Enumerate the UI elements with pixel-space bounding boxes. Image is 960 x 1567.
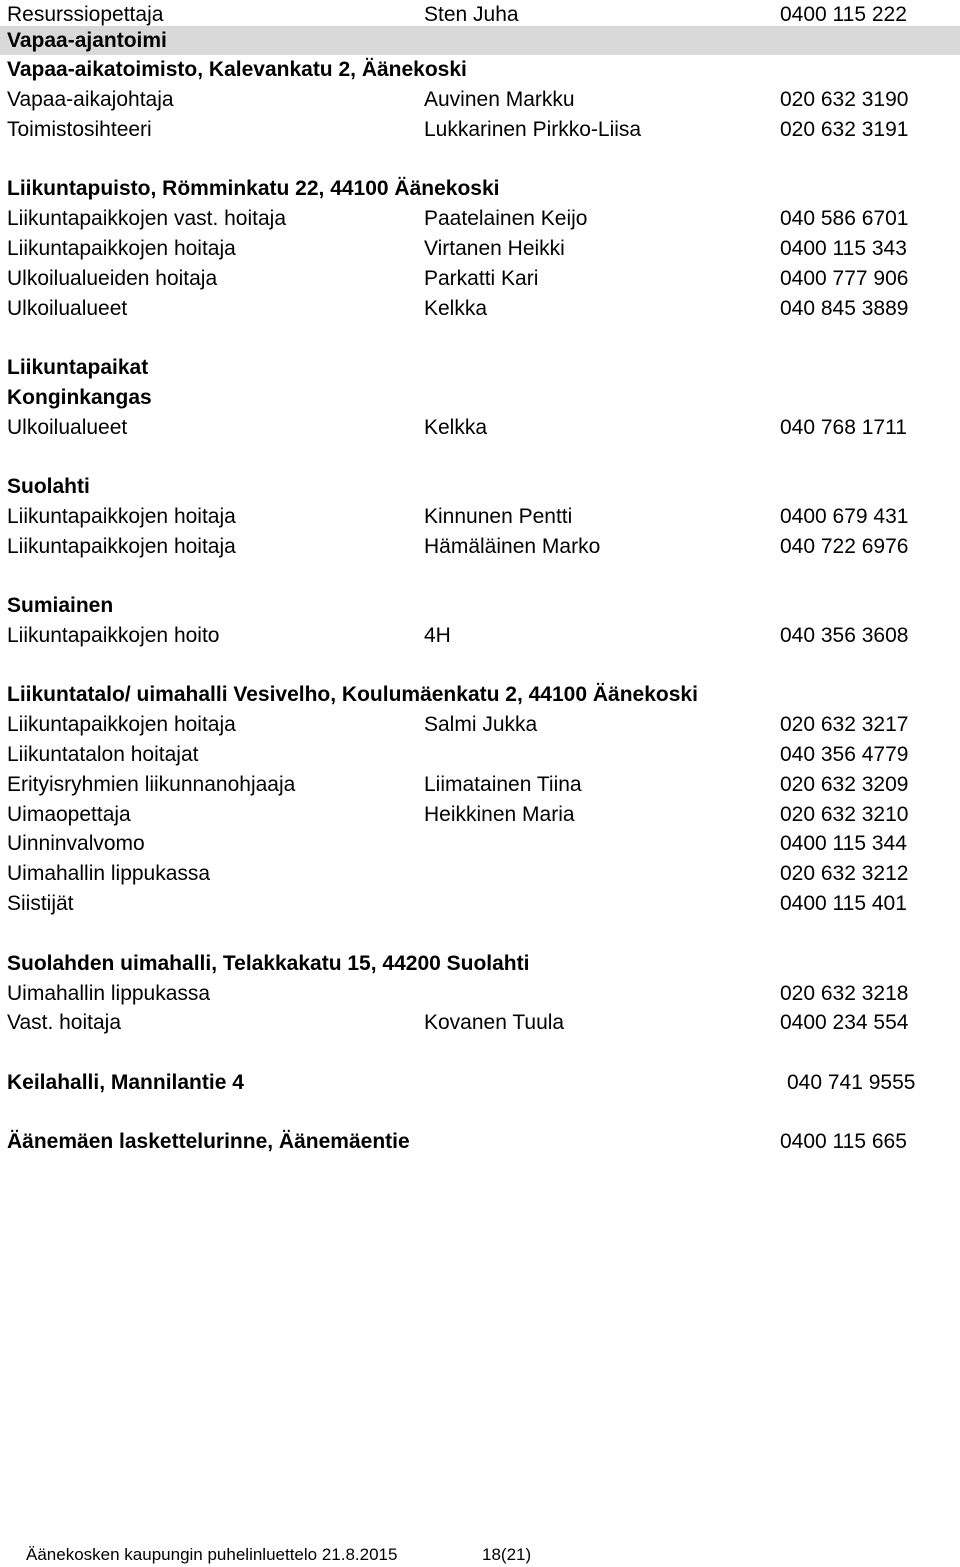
directory-row — [0, 889, 960, 918]
phone-number: 0400 115 343 — [780, 237, 907, 260]
directory-row — [0, 770, 960, 799]
phone-number: 020 632 3218 — [780, 982, 909, 1005]
section-heading-row — [0, 472, 960, 501]
phone-number: 0400 115 222 — [780, 3, 907, 26]
section-heading-row — [0, 949, 960, 978]
directory-row — [0, 204, 960, 233]
role: Uimahallin lippukassa — [7, 982, 211, 1005]
directory-row — [0, 829, 960, 858]
phone-number: 040 845 3889 — [780, 297, 909, 320]
phone-number: 0400 679 431 — [780, 505, 909, 528]
section-heading: Vapaa-ajantoimi — [7, 29, 167, 52]
role: Ulkoilualueet — [7, 416, 128, 439]
phone-number: 040 768 1711 — [780, 416, 907, 439]
section-heading-row — [0, 353, 960, 382]
role: Liikuntapaikkojen hoitaja — [7, 713, 236, 736]
phone-number: 020 632 3210 — [780, 803, 909, 826]
phone-number: 0400 115 344 — [780, 832, 907, 855]
person-name: Paatelainen Keijo — [424, 207, 588, 230]
directory-row — [0, 264, 960, 293]
role: Toimistosihteeri — [7, 118, 152, 141]
role: Uinninvalvomo — [7, 832, 145, 855]
person-name: Kinnunen Pentti — [424, 505, 573, 528]
section-heading-row — [0, 174, 960, 203]
directory-row — [0, 413, 960, 442]
role: Resurssiopettaja — [7, 3, 164, 26]
person-name: Kelkka — [424, 297, 488, 320]
page-footer — [0, 1543, 960, 1567]
directory-row — [0, 800, 960, 829]
page-number: 18(21) — [482, 1545, 532, 1564]
section-heading-row — [0, 1127, 960, 1156]
person-name: Kelkka — [424, 416, 488, 439]
directory-row — [0, 1008, 960, 1037]
role: Liikuntapaikkojen hoito — [7, 624, 220, 647]
person-name: Lukkarinen Pirkko-Liisa — [424, 118, 642, 141]
directory-row — [0, 502, 960, 531]
person-name: Sten Juha — [424, 3, 519, 26]
role: Liikuntapaikkojen vast. hoitaja — [7, 207, 287, 230]
directory-row — [0, 740, 960, 769]
directory-row — [0, 85, 960, 114]
section-heading: Suolahden uimahalli, Telakkakatu 15, 44200 Suolahti — [7, 952, 530, 975]
role: Uimaopettaja — [7, 803, 131, 826]
phone-number: 040 741 9555 — [787, 1071, 916, 1094]
section-heading: Vapaa-aikatoimisto, Kalevankatu 2, Äänekoski — [7, 58, 467, 81]
phone-number: 0400 115 401 — [780, 892, 907, 915]
section-heading: Keilahalli, Mannilantie 4 — [7, 1071, 244, 1094]
directory-row — [0, 0, 960, 29]
section-heading: Liikuntatalo/ uimahalli Vesivelho, Koulumäenkatu 2, 44100 Äänekoski — [7, 683, 698, 706]
phone-number: 020 632 3217 — [780, 713, 909, 736]
directory-row — [0, 621, 960, 650]
role: Liikuntapaikkojen hoitaja — [7, 535, 236, 558]
directory-row — [0, 115, 960, 144]
role: Ulkoilualueiden hoitaja — [7, 267, 218, 290]
directory-row — [0, 234, 960, 263]
phone-number: 040 356 3608 — [780, 624, 909, 647]
role: Liikuntatalon hoitajat — [7, 743, 199, 766]
person-name: Hämäläinen Marko — [424, 535, 601, 558]
section-heading-row — [0, 591, 960, 620]
directory-row — [0, 859, 960, 888]
section-heading: Konginkangas — [7, 386, 152, 409]
directory-row — [0, 710, 960, 739]
section-heading-row — [0, 26, 960, 55]
directory-row — [0, 532, 960, 561]
directory-row — [0, 294, 960, 323]
person-name: Kovanen Tuula — [424, 1011, 565, 1034]
role: Erityisryhmien liikunnanohjaaja — [7, 773, 296, 796]
role: Vapaa-aikajohtaja — [7, 88, 174, 111]
section-heading: Liikuntapaikat — [7, 356, 149, 379]
phone-number: 040 356 4779 — [780, 743, 909, 766]
section-heading: Äänemäen laskettelurinne, Äänemäentie — [7, 1130, 410, 1153]
phone-number: 0400 234 554 — [780, 1011, 909, 1034]
person-name: Auvinen Markku — [424, 88, 575, 111]
role: Uimahallin lippukassa — [7, 862, 211, 885]
directory-row — [0, 979, 960, 1008]
section-heading: Suolahti — [7, 475, 90, 498]
footer-title: Äänekosken kaupungin puhelinluettelo 21.8.2015 — [26, 1545, 398, 1564]
person-name: Liimatainen Tiina — [424, 773, 582, 796]
person-name: Salmi Jukka — [424, 713, 538, 736]
person-name: Parkatti Kari — [424, 267, 539, 290]
role: Ulkoilualueet — [7, 297, 128, 320]
phone-number: 020 632 3212 — [780, 862, 909, 885]
phone-number: 040 722 6976 — [780, 535, 909, 558]
phone-number: 020 632 3209 — [780, 773, 909, 796]
phone-number: 0400 777 906 — [780, 267, 909, 290]
section-heading-row — [0, 1068, 960, 1097]
section-heading: Sumiainen — [7, 594, 114, 617]
role: Vast. hoitaja — [7, 1011, 122, 1034]
section-heading-row — [0, 680, 960, 709]
person-name: Virtanen Heikki — [424, 237, 565, 260]
person-name: 4H — [424, 624, 451, 647]
phone-number: 020 632 3190 — [780, 88, 909, 111]
phone-number: 020 632 3191 — [780, 118, 909, 141]
role: Liikuntapaikkojen hoitaja — [7, 505, 236, 528]
section-heading-row — [0, 383, 960, 412]
role: Siistijät — [7, 892, 74, 915]
section-heading-row — [0, 55, 960, 84]
phone-number: 0400 115 665 — [780, 1130, 907, 1153]
person-name: Heikkinen Maria — [424, 803, 575, 826]
section-heading: Liikuntapuisto, Römminkatu 22, 44100 Äänekoski — [7, 177, 500, 200]
role: Liikuntapaikkojen hoitaja — [7, 237, 236, 260]
phone-number: 040 586 6701 — [780, 207, 909, 230]
